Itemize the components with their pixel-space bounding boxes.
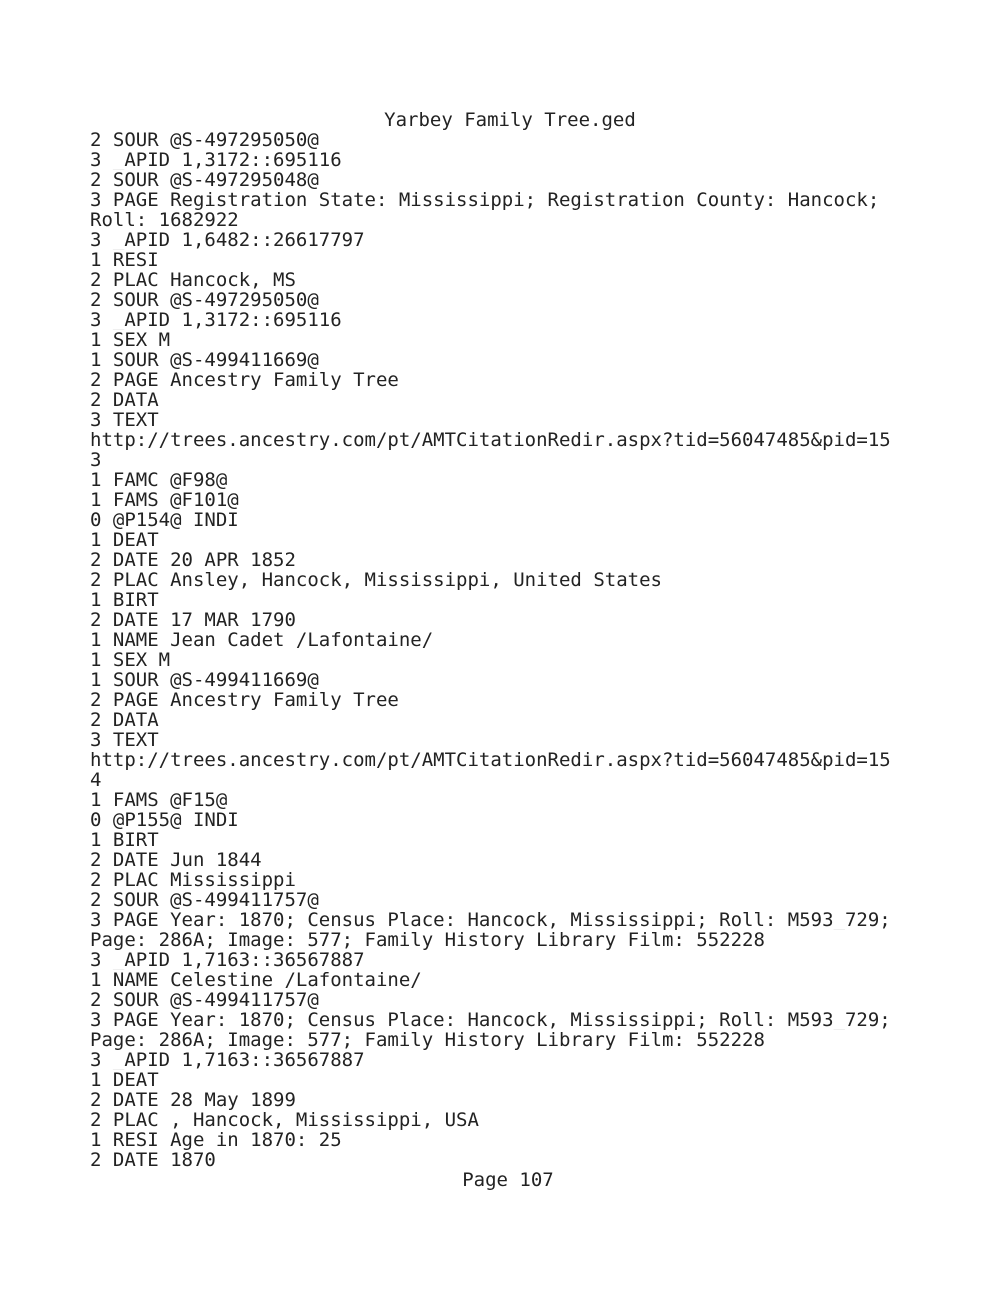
text-line: 3 _APID 1,7163::36567887: [90, 950, 365, 970]
gedcom-text-body: [90, 130, 970, 1170]
text-line: 1 FAMC @F98@: [90, 470, 228, 490]
text-line: 3 TEXT: [90, 730, 159, 750]
text-line: 2 SOUR @S-499411757@: [90, 990, 319, 1010]
text-line: 3 PAGE Registration State: Mississippi; Registration County: Hancock;: [90, 190, 880, 210]
text-line: 1 SEX M: [90, 650, 171, 670]
text-line: 3 PAGE Year: 1870; Census Place: Hancock, Mississippi; Roll: M593_729;: [90, 910, 891, 930]
document-title: Yarbey Family Tree.ged: [384, 109, 636, 131]
text-line: 2 DATE 20 APR 1852: [90, 550, 296, 570]
text-line: 2 DATA: [90, 390, 159, 410]
text-line: 1 DEAT: [90, 530, 159, 550]
text-line: http://trees.ancestry.com/pt/AMTCitationRedir.aspx?tid=56047485&pid=15: [90, 750, 891, 770]
text-line: 1 BIRT: [90, 590, 159, 610]
text-line: http://trees.ancestry.com/pt/AMTCitationRedir.aspx?tid=56047485&pid=15: [90, 430, 891, 450]
text-line: 1 FAMS @F15@: [90, 790, 228, 810]
text-line: 1 RESI: [90, 250, 159, 270]
text-line: 3 _APID 1,3172::695116: [90, 310, 342, 330]
text-line: 2 PAGE Ancestry Family Tree: [90, 690, 399, 710]
text-line: Page: 286A; Image: 577; Family History Library Film: 552228: [90, 1030, 765, 1050]
text-line: 1 FAMS @F101@: [90, 490, 239, 510]
text-line: 1 DEAT: [90, 1070, 159, 1090]
text-line: 3 TEXT: [90, 410, 159, 430]
text-line: 2 PLAC , Hancock, Mississippi, USA: [90, 1110, 479, 1130]
text-line: 2 DATA: [90, 710, 159, 730]
text-line: 3 _APID 1,6482::26617797: [90, 230, 365, 250]
text-line: 1 SEX M: [90, 330, 171, 350]
page-number: Page 107: [462, 1169, 554, 1191]
text-line: 2 DATE 1870: [90, 1150, 216, 1170]
text-line: 2 DATE 17 MAR 1790: [90, 610, 296, 630]
text-line: 4: [90, 770, 102, 790]
text-line: 1 NAME Jean Cadet /Lafontaine/: [90, 630, 434, 650]
text-line: 1 SOUR @S-499411669@: [90, 350, 319, 370]
text-line: Roll: 1682922: [90, 210, 239, 230]
text-line: 1 NAME Celestine /Lafontaine/: [90, 970, 422, 990]
text-line: 3 _APID 1,7163::36567887: [90, 1050, 365, 1070]
text-line: 0 @P155@ INDI: [90, 810, 239, 830]
text-line: 2 PAGE Ancestry Family Tree: [90, 370, 399, 390]
text-line: 1 BIRT: [90, 830, 159, 850]
text-line: 1 RESI Age in 1870: 25: [90, 1130, 342, 1150]
text-line: 2 SOUR @S-497295050@: [90, 130, 319, 150]
text-line: 2 DATE Jun 1844: [90, 850, 262, 870]
text-line: 2 PLAC Mississippi: [90, 870, 296, 890]
text-line: 2 DATE 28 May 1899: [90, 1090, 296, 1110]
text-line: 2 SOUR @S-497295048@: [90, 170, 319, 190]
text-line: 2 SOUR @S-499411757@: [90, 890, 319, 910]
text-line: 3 PAGE Year: 1870; Census Place: Hancock, Mississippi; Roll: M593_729;: [90, 1010, 891, 1030]
text-line: 2 PLAC Hancock, MS: [90, 270, 296, 290]
text-line: 2 SOUR @S-497295050@: [90, 290, 319, 310]
text-line: 3: [90, 450, 102, 470]
text-line: 1 SOUR @S-499411669@: [90, 670, 319, 690]
text-line: Page: 286A; Image: 577; Family History Library Film: 552228: [90, 930, 765, 950]
text-line: 3 _APID 1,3172::695116: [90, 150, 342, 170]
text-line: 0 @P154@ INDI: [90, 510, 239, 530]
text-line: 2 PLAC Ansley, Hancock, Mississippi, United States: [90, 570, 662, 590]
